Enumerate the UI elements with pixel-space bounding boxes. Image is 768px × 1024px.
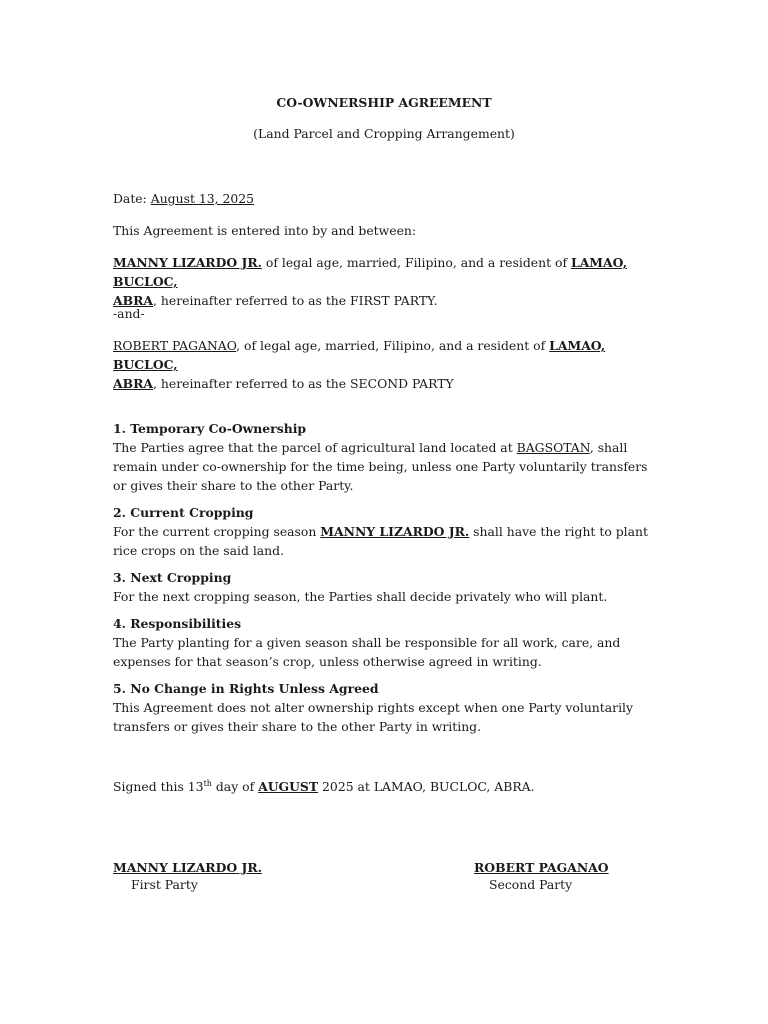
first-party-name: MANNY LIZARDO JR.: [113, 255, 262, 270]
first-party-text-1: of legal age, married, Filipino, and a resident of: [261, 255, 571, 270]
section-1-location: BAGSOTAN: [516, 440, 590, 455]
first-party-text-2: , hereinafter referred to as the FIRST PARTY.: [153, 293, 438, 308]
section-5: [113, 679, 661, 736]
section-1: [113, 419, 661, 495]
signed-line: [113, 777, 661, 796]
first-party-residence-2: ABRA: [113, 293, 153, 308]
section-4-text: The Party planting for a given season shall be responsible for all work, care, and expenses for that season’s crop, unless otherwise agreed in writing.: [113, 635, 621, 669]
date-line: [113, 189, 661, 208]
second-party-residence-2: ABRA: [113, 376, 153, 391]
signed-text-3: 2025 at LAMAO, BUCLOC, ABRA.: [318, 779, 535, 794]
date-label: Date:: [113, 191, 151, 206]
section-1-text-2: , shall remain under co-ownership for the time being, unless one Party voluntarily transfers or gives their share to the other Party.: [113, 440, 648, 493]
signature-first-name: MANNY LIZARDO JR.: [113, 860, 262, 875]
section-1-text-1: The Parties agree that the parcel of agricultural land located at: [113, 440, 517, 455]
section-5-heading: 5. No Change in Rights Unless Agreed: [113, 681, 379, 696]
second-party-paragraph: [113, 336, 661, 393]
section-3-text: For the next cropping season, the Parties shall decide privately who will plant.: [113, 589, 608, 604]
section-3: [113, 568, 661, 606]
intro-text: This Agreement is entered into by and between:: [113, 223, 417, 238]
signed-sup: th: [203, 778, 212, 788]
section-2-name: MANNY LIZARDO JR.: [320, 524, 470, 539]
first-party-residence-1: LAMAO, BUCLOC,: [113, 255, 628, 289]
second-party-text-1: , of legal age, married, Filipino, and a resident of: [236, 338, 550, 353]
section-1-heading: 1. Temporary Co-Ownership: [113, 421, 307, 436]
section-2-text-1: For the current cropping season: [113, 524, 321, 539]
second-party-text-2: , hereinafter referred to as the SECOND PARTY: [153, 376, 454, 391]
signature-second-name: ROBERT PAGANAO: [474, 860, 609, 875]
and-separator: -and-: [113, 306, 145, 321]
date-value: August 13, 2025: [150, 191, 255, 206]
section-2-heading: 2. Current Cropping: [113, 505, 254, 520]
second-party-residence-1: LAMAO, BUCLOC,: [113, 338, 606, 372]
signed-text-1: Signed this 13: [113, 779, 204, 794]
section-4: [113, 614, 661, 671]
document-title: CO-OWNERSHIP AGREEMENT: [276, 95, 492, 110]
signature-second-role: Second Party: [489, 877, 573, 892]
section-2: [113, 503, 661, 560]
document-subtitle: (Land Parcel and Cropping Arrangement): [253, 126, 515, 141]
signed-text-2: day of: [211, 779, 259, 794]
signature-first-role: First Party: [131, 877, 198, 892]
section-2-text-2: shall have the right to plant rice crops on the said land.: [113, 524, 648, 558]
second-party-name: ROBERT PAGANAO: [113, 338, 237, 353]
first-party-paragraph: [113, 253, 661, 310]
section-5-text: This Agreement does not alter ownership rights except when one Party voluntarily transfers or gives their share to the other Party in writing.: [113, 700, 634, 734]
section-4-heading: 4. Responsibilities: [113, 616, 242, 631]
signed-month: AUGUST: [258, 779, 319, 794]
section-3-heading: 3. Next Cropping: [113, 570, 232, 585]
